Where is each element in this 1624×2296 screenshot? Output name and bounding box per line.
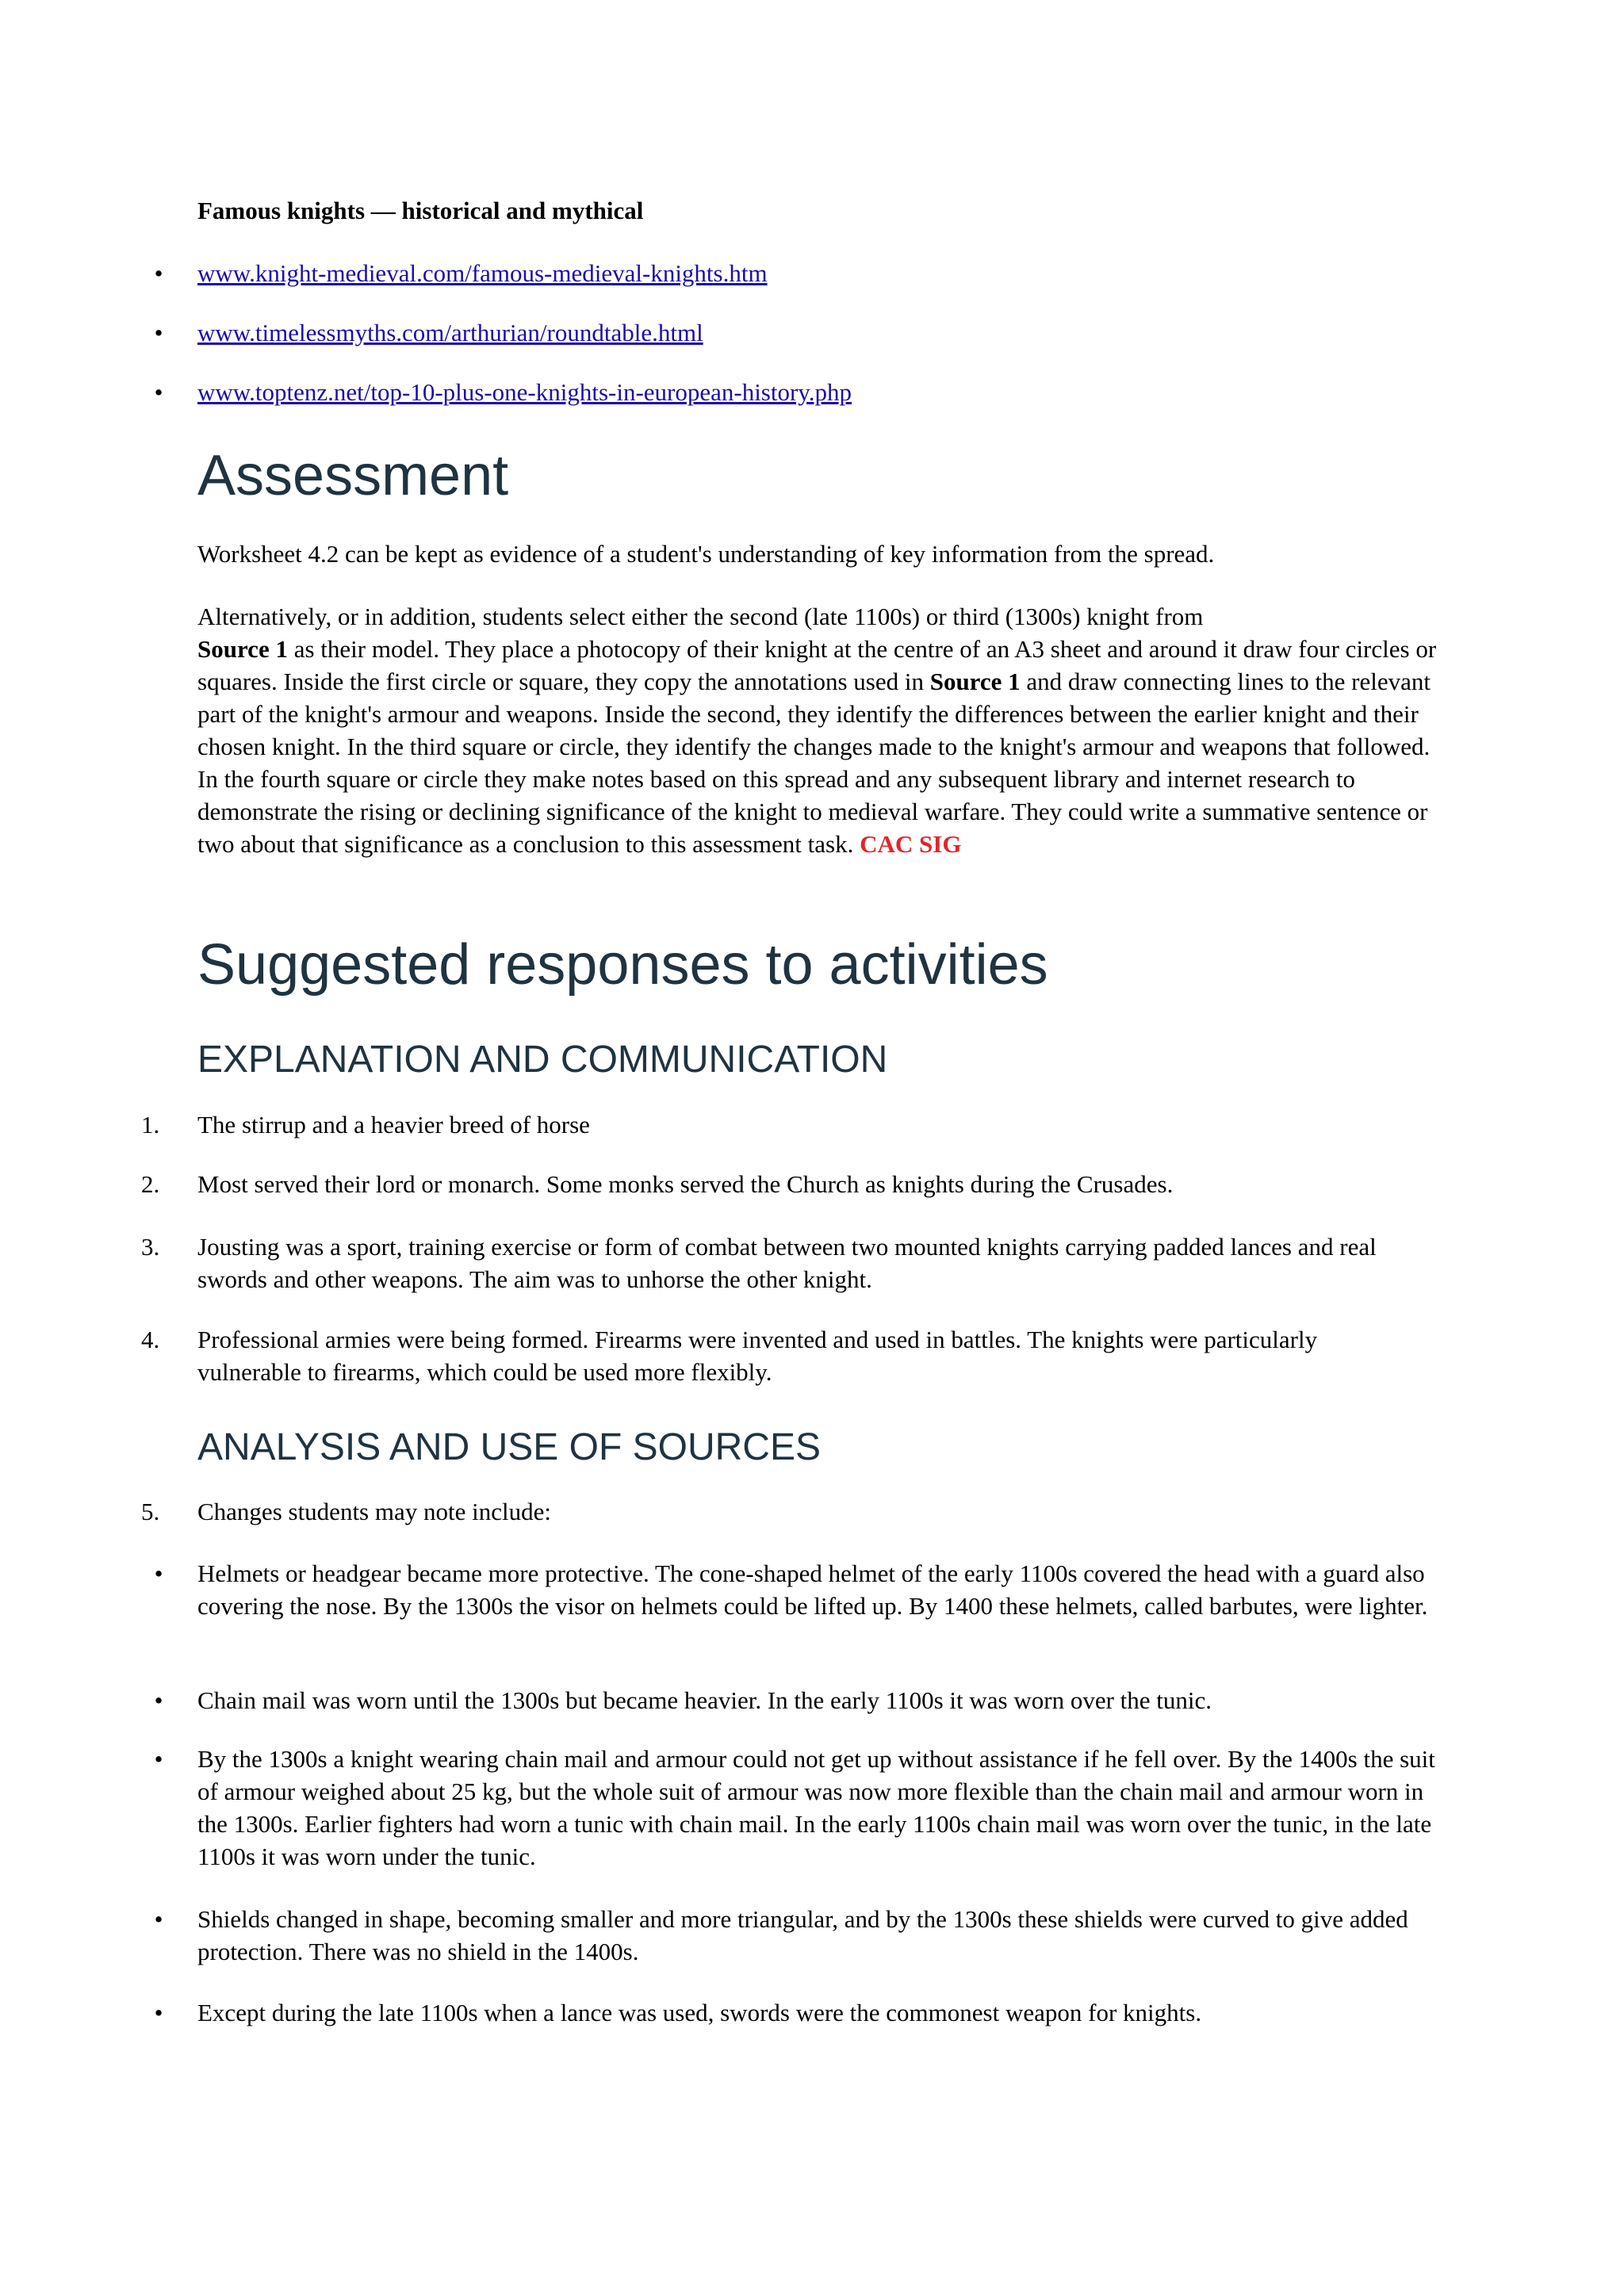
response-item: Jousting was a sport, training exercise or form of combat between two mounted knights carrying padded lances and real swords and other weapons. The aim was to unhorse the other knight.	[197, 1233, 1377, 1293]
cac-sig-tag: CAC SIG	[860, 830, 962, 858]
section-title-explanation: EXPLANATION AND COMMUNICATION	[197, 1039, 888, 1081]
bullet-icon: •	[154, 1745, 163, 1773]
resource-link-2[interactable]: www.timelessmyths.com/arthurian/roundtable.html	[197, 319, 703, 346]
response-item: Professional armies were being formed. Firearms were invented and used in battles. The knights were particularly vulnerable to firearms, which could be used more flexibly.	[197, 1326, 1318, 1386]
bullet-icon: •	[154, 1905, 163, 1933]
responses-title: Suggested responses to activities	[197, 933, 1048, 997]
item-number: 4.	[141, 1326, 160, 1353]
response-bullet: By the 1300s a knight wearing chain mail and armour could not get up without assistance if he fell over. By the 1400s the suit of armour weighed about 25 kg, but the whole suit of armour was now more flexible than the chain mail and armour worn in the 1300s. Earlier fighters had worn a tunic with chain mail. In the early 1100s chain mail was worn over the tunic, in the late 1100s it was worn under the tunic.	[197, 1745, 1435, 1870]
source-reference: Source 1	[929, 668, 1021, 695]
assessment-paragraph-2-text: as their model. They place a photocopy of their knight at the centre of an A3 sheet and around it draw four circles or squares. Inside the first circle or square, they copy the annotations used in	[197, 635, 1437, 695]
section-title-analysis: ANALYSIS AND USE OF SOURCES	[197, 1426, 821, 1468]
bullet-icon: •	[154, 1686, 163, 1714]
response-bullet: Except during the late 1100s when a lance was used, swords were the commonest weapon for knights.	[197, 1999, 1202, 2026]
bullet-icon: •	[154, 259, 163, 287]
bullet-icon: •	[154, 1999, 163, 2026]
bullet-icon: •	[154, 1559, 163, 1587]
assessment-title: Assessment	[197, 444, 509, 507]
resource-link-1[interactable]: www.knight-medieval.com/famous-medieval-knights.htm	[197, 259, 768, 287]
response-item: Changes students may note include:	[197, 1498, 551, 1525]
resource-link-3[interactable]: www.toptenz.net/top-10-plus-one-knights-in-european-history.php	[197, 378, 852, 406]
response-bullet: Chain mail was worn until the 1300s but became heavier. In the early 1100s it was worn over the tunic.	[197, 1686, 1212, 1714]
item-number: 1.	[141, 1111, 160, 1138]
response-item: Most served their lord or monarch. Some monks served the Church as knights during the Crusades.	[197, 1170, 1174, 1198]
assessment-paragraph-2	[197, 600, 1442, 860]
assessment-paragraph-2-text: Alternatively, or in addition, students select either the second (late 1100s) or third (1300s) knight from	[197, 603, 1204, 630]
item-number: 3.	[141, 1233, 160, 1261]
item-number: 2.	[141, 1170, 160, 1198]
assessment-paragraph-1: Worksheet 4.2 can be kept as evidence of a student's understanding of key information from the spread.	[197, 540, 1215, 568]
item-number: 5.	[141, 1498, 160, 1525]
response-bullet: Helmets or headgear became more protective. The cone-shaped helmet of the early 1100s covered the head with a guard also covering the nose. By the 1300s the visor on helmets could be lifted up. By 1400 these helmets, called barbutes, were lighter.	[197, 1559, 1428, 1620]
bullet-icon: •	[154, 378, 163, 406]
source-reference: Source 1	[197, 635, 288, 663]
response-item: The stirrup and a heavier breed of horse	[197, 1111, 590, 1138]
resources-heading: Famous knights — historical and mythical	[197, 197, 644, 224]
bullet-icon: •	[154, 319, 163, 346]
assessment-paragraph-2-text: and draw connecting lines to the relevant part of the knight's armour and weapons. Inside the second, they identify the differences between the earlier knight and their chosen knight. In the third square or circle, they identify the changes made to the knight's armour and weapons that followed. In the fourth square or circle they make notes based on this spread and any subsequent library and internet research to demonstrate the rising or declining significance of the knight to medieval warfare. They could write a summative sentence or two about that significance as a conclusion to this assessment task.	[197, 668, 1431, 858]
response-bullet: Shields changed in shape, becoming smaller and more triangular, and by the 1300s these shields were curved to give added protection. There was no shield in the 1400s.	[197, 1905, 1408, 1965]
